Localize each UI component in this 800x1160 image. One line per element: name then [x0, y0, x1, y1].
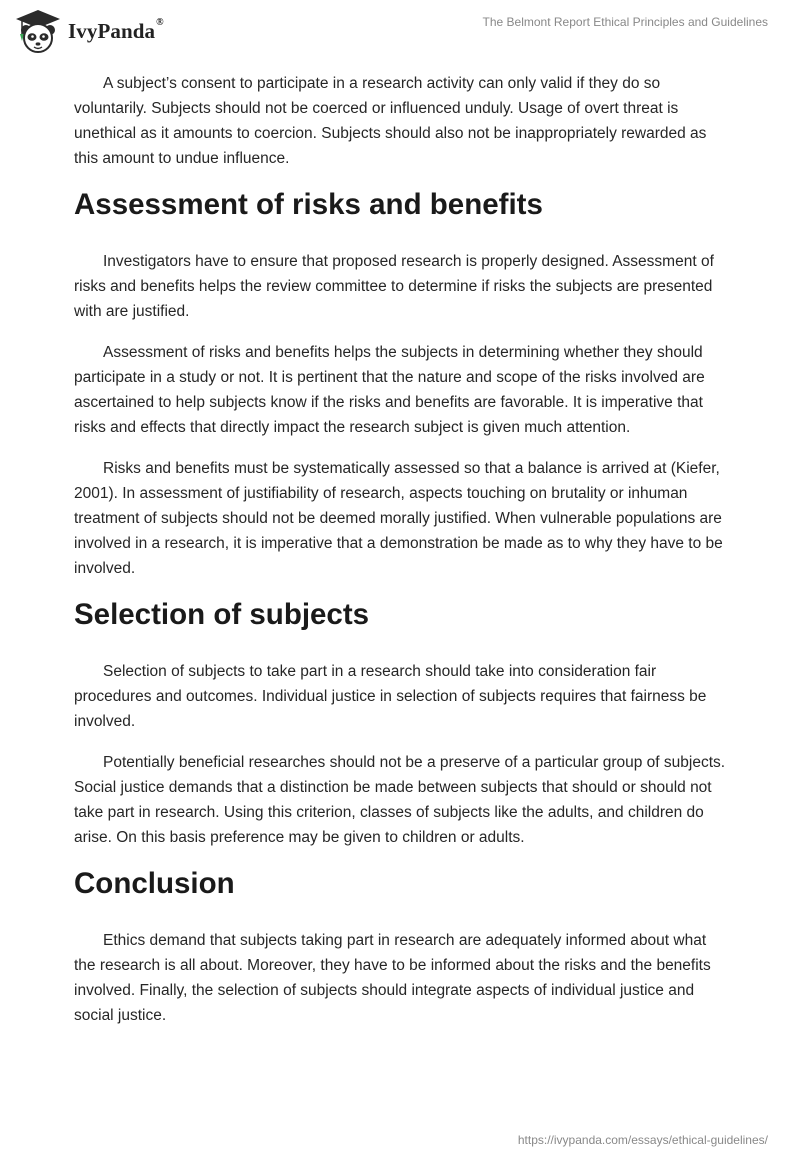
paragraph: Risks and benefits must be systematically assessed so that a balance is arrived at (Kiefer, 2001). In assessment of justifiability of research, aspects touching on brutality or inhuman treatment of subjects should not be deemed morally justified. When vulnerable populations are involved in a research, it is imperative that a demonstration be made as to why they have to be involved. [74, 460, 723, 577]
paragraph: Potentially beneficial researches should not be a preserve of a particular group of subjects. Social justice demands that a distinction be made between subjects that should or should not take part in research. Using this criterion, classes of subjects like the adults, and children do arise. On this basis preference may be given to children or adults. [74, 754, 726, 846]
paragraph: Investigators have to ensure that proposed research is properly designed. Assessment of risks and benefits helps the review committee to determine if risks the subjects are presented with are justified. [74, 253, 714, 320]
essay-content [74, 71, 728, 1044]
section-heading-selection: Selection of subjects [74, 598, 370, 631]
source-url-link[interactable]: https://ivypanda.com/essays/ethical-guidelines/ [517, 1133, 768, 1147]
paragraph: Selection of subjects to take part in a research should take into consideration fair procedures and outcomes. Individual justice in selection of subjects requires that fairness be involved. [74, 663, 707, 730]
section-heading-risks: Assessment of risks and benefits [74, 188, 543, 221]
paragraph: A subject’s consent to participate in a research activity can only valid if they do so voluntarily. Subjects should not be coerced or influenced unduly. Usage of overt threat is unethical as it amounts to coercion. Subjects should also not be inappropriately rewarded as this amount to undue influence. [74, 75, 707, 167]
brand-name: IvyPanda® [68, 16, 164, 43]
ivypanda-logo[interactable] [14, 8, 164, 54]
paragraph: Assessment of risks and benefits helps the subjects in determining whether they should participate in a study or not. It is pertinent that the nature and scope of the risks involved are ascertained to help subjects know if the risks and benefits are favorable. It is imperative that risks and effects that directly impact the research subject is given much attention. [74, 344, 705, 436]
page-header [0, 0, 800, 60]
section-heading-conclusion: Conclusion [74, 867, 235, 900]
panda-icon [14, 8, 62, 54]
paragraph: Ethics demand that subjects taking part in research are adequately informed about what the research is all about. Moreover, they have to be informed about the risks and the benefits involved. Finally, the selection of subjects should integrate aspects of individual justice and social justice. [74, 932, 711, 1024]
document-title: The Belmont Report Ethical Principles and Guidelines [482, 15, 768, 29]
